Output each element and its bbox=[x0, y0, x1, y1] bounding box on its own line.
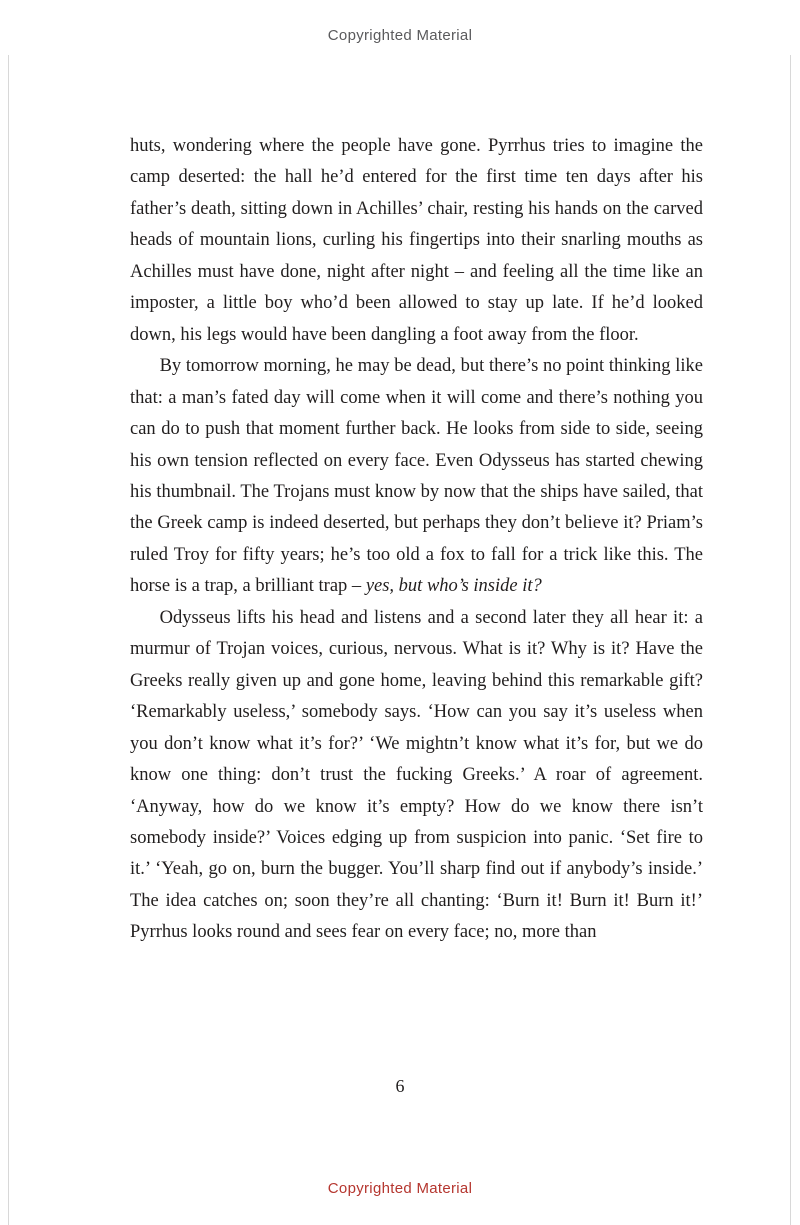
paragraph-text: By tomorrow morning, he may be dead, but there’s no point thinking like that: a man’s fated day will come when it will come and there’s nothing you can do to push that moment further back. He looks from side to side, seeing his own tension reflected on every face. Even Odysseus has started chewing his thumbnail. The Trojans must know by now that the ships have sailed, that the Greek camp is indeed deserted, but perhaps they don’t believe it? Priam’s ruled Troy for fifty years; he’s too old a fox to fall for a trick like this. The horse is a trap, a brilliant trap – bbox=[130, 356, 703, 597]
paragraph-italic-text: yes, but who’s inside it? bbox=[365, 576, 542, 597]
body-text bbox=[130, 131, 703, 949]
paragraph: huts, wondering where the people have gone. Pyrrhus tries to imagine the camp deserted: the hall he’d entered for the first time ten days after his father’s death, sitting down in Achilles’ chair, resting his hands on the carved heads of mountain lions, curling his fingertips into their snarling mouths as Achilles must have done, night after night – and feeling all the time like an imposter, a little boy who’d been allowed to stay up late. If he’d looked down, his legs would have been dangling a foot away from the floor. bbox=[130, 136, 703, 345]
page-edge-right bbox=[790, 55, 791, 1225]
paragraph: Odysseus lifts his head and listens and a second later they all hear it: a murmur of Trojan voices, curious, nervous. What is it? Why is it? Have the Greeks really given up and gone home, leaving behind this remarkable gift? ‘Remarkably useless,’ somebody says. ‘How can you say it’s useless when you don’t know what it’s for?’ ‘We mightn’t know what it’s for, but we do know one thing: don’t trust the fucking Greeks.’ A roar of agreement. ‘Anyway, how do we know it’s empty? How do we know there isn’t somebody inside?’ Voices edging up from suspicion into panic. ‘Set fire to it.’ ‘Yeah, go on, burn the bugger. You’ll sharp find out if anybody’s inside.’ The idea catches on; soon they’re all chanting: ‘Burn it! Burn it! Burn it!’ Pyrrhus looks round and sees fear on every face; no, more than bbox=[130, 607, 703, 943]
paragraph bbox=[130, 351, 703, 603]
page-number: 6 bbox=[395, 1076, 405, 1096]
copyright-notice-top: Copyrighted Material bbox=[327, 27, 473, 44]
copyright-notice-bottom: Copyrighted Material bbox=[327, 1180, 473, 1197]
page-edge-left bbox=[8, 55, 9, 1225]
